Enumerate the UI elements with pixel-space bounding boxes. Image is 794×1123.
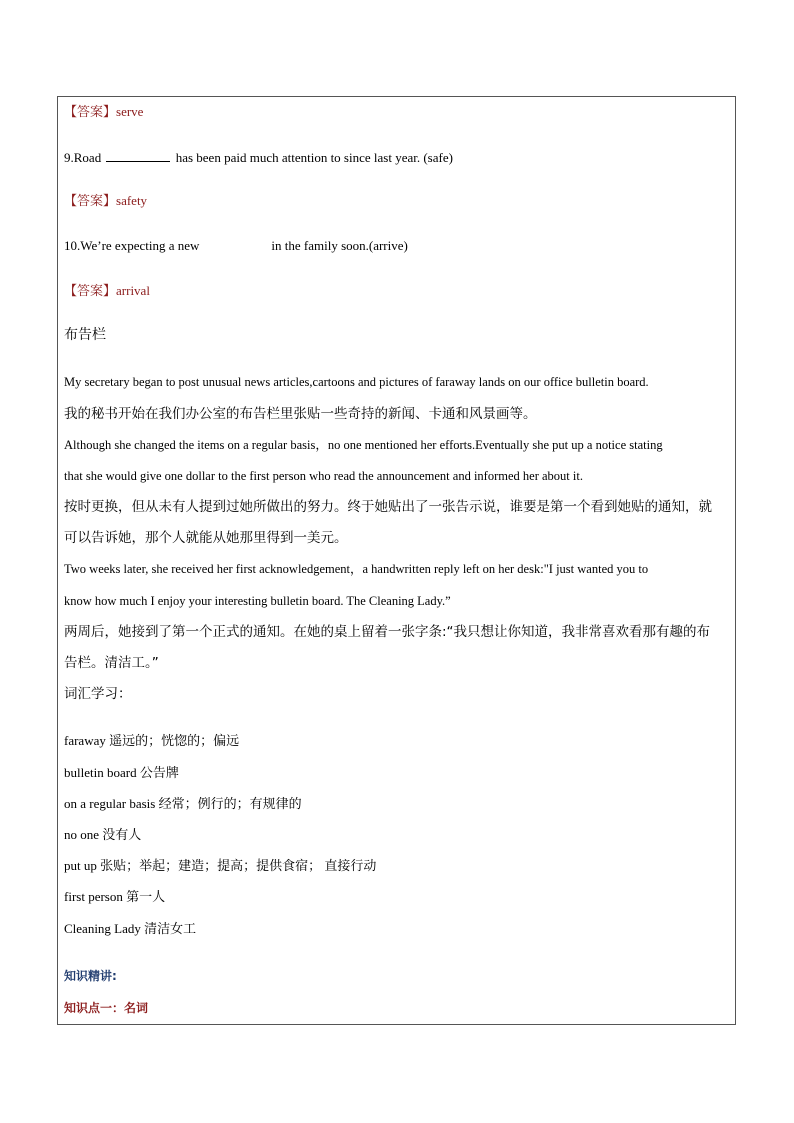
answer-10 <box>64 283 150 300</box>
reading-p3-en-1: Two weeks later, she received her first acknowledgement，a handwritten reply left on her desk:"I just wanted you to <box>64 562 649 576</box>
vocab-item: Cleaning Lady 清洁女工 <box>64 921 197 936</box>
question-10 <box>64 238 408 254</box>
answer-9 <box>64 193 147 210</box>
vocab-item: first person 第一人 <box>64 889 166 904</box>
answer-value: safety <box>116 193 148 208</box>
question-text-before: 10.We’re expecting a new <box>64 238 200 253</box>
knowledge-heading: 知识精讲: <box>64 969 117 983</box>
reading-title: 布告栏 <box>64 327 106 343</box>
answer-value: arrival <box>116 283 150 298</box>
question-text-after: has been paid much attention to since last year. (safe) <box>172 150 453 165</box>
knowledge-point-1: 知识点一：名词 <box>64 1001 149 1015</box>
fill-blank <box>106 149 170 162</box>
question-9 <box>64 149 453 166</box>
vocab-item: put up 张贴；举起；建造；提高；提供食宿； 直接行动 <box>64 858 377 873</box>
reading-p2-cn-2: 可以告诉她，那个人就能从她那里得到一美元。 <box>64 530 348 546</box>
answer-value: serve <box>116 104 144 119</box>
reading-p3-cn-1: 两周后，她接到了第一个正式的通知。在她的桌上留着一张字条:“我只想让你知道，我非常喜欢看那有趣的布 <box>64 624 711 640</box>
vocab-heading: 词汇学习： <box>64 686 132 702</box>
answer-label: 【答案】 <box>64 105 117 120</box>
reading-p2-cn-1: 按时更换，但从未有人提到过她所做出的努力。终于她贴出了一张告示说，谁要是第一个看到她贴的通知，就 <box>64 499 712 515</box>
reading-p1-en: My secretary began to post unusual news articles,cartoons and pictures of faraway lands on our office bulletin board. <box>64 375 649 389</box>
reading-p1-cn: 我的秘书开始在我们办公室的布告栏里张贴一些奇持的新闻、卡通和风景画等。 <box>64 406 537 422</box>
vocab-item: no one 没有人 <box>64 827 142 842</box>
reading-p2-en-1: Although she changed the items on a regular basis，no one mentioned her efforts.Eventually she put up a notice stating <box>64 438 663 452</box>
question-text-before: 9.Road <box>64 150 105 165</box>
reading-p3-cn-2: 告栏。清洁工。” <box>64 655 159 671</box>
vocab-item: bulletin board 公告牌 <box>64 765 179 780</box>
question-text-after: in the family soon.(arrive) <box>271 238 408 253</box>
vocab-item: faraway 遥远的；恍惚的；偏远 <box>64 733 240 748</box>
reading-p3-en-2: know how much I enjoy your interesting bulletin board. The Cleaning Lady.” <box>64 594 451 608</box>
answer-label: 【答案】 <box>64 284 117 299</box>
reading-p2-en-2: that she would give one dollar to the first person who read the announcement and informed her about it. <box>64 469 583 483</box>
vocab-item: on a regular basis 经常；例行的；有规律的 <box>64 796 302 811</box>
answer-8 <box>64 104 143 121</box>
answer-label: 【答案】 <box>64 194 117 209</box>
